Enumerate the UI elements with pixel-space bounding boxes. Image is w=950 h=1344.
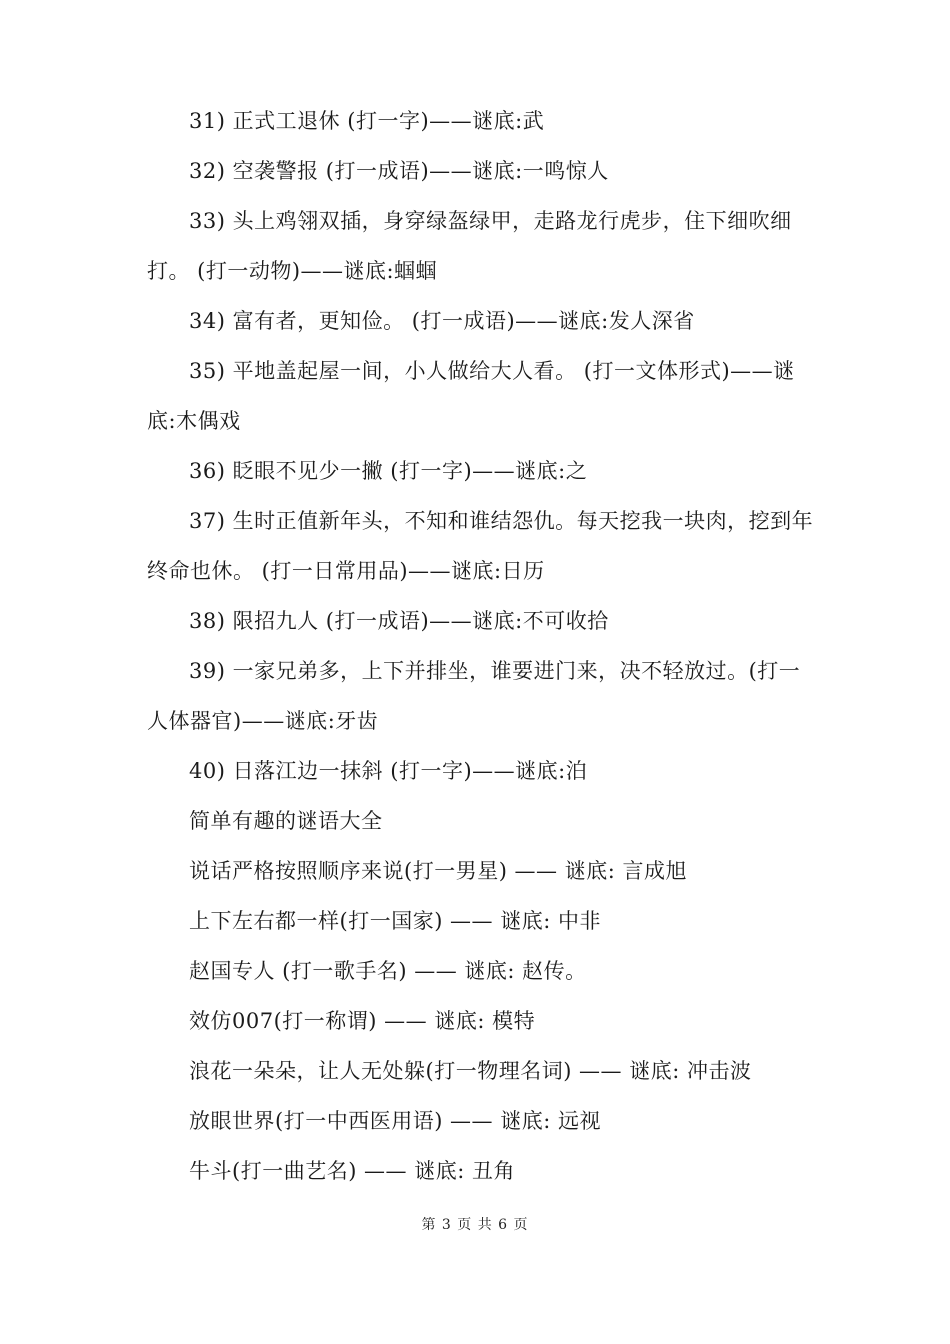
riddle-paragraph: 38) 限招九人 (打一成语)——谜底:不可收拾 [189, 609, 609, 633]
section-riddle-item: 放眼世界(打一中西医用语) —— 谜底: 远视 [189, 1109, 601, 1133]
riddle-paragraph: 36) 眨眼不见少一撇 (打一字)——谜底:之 [189, 459, 588, 483]
section-riddle-item: 效仿007(打一称谓) —— 谜底: 模特 [189, 1009, 536, 1033]
riddle-paragraph: 39) 一家兄弟多，上下并排坐，谁要进门来，决不轻放过。(打一人体器官)——谜底:牙齿 [147, 659, 801, 733]
section-title: 简单有趣的谜语大全 [189, 809, 383, 833]
section-riddle-item: 上下左右都一样(打一国家) —— 谜底: 中非 [189, 909, 601, 933]
section-riddle-item: 赵国专人 (打一歌手名) —— 谜底: 赵传。 [189, 959, 587, 983]
document-body [147, 96, 815, 1196]
riddle-paragraph: 34) 富有者，更知俭。 (打一成语)——谜底:发人深省 [189, 309, 695, 333]
riddle-paragraph: 31) 正式工退休 (打一字)——谜底:武 [189, 109, 545, 133]
section-riddle-item: 浪花一朵朵，让人无处躲(打一物理名词) —— 谜底: 冲击波 [189, 1059, 752, 1083]
section-riddle-item: 说话严格按照顺序来说(打一男星) —— 谜底: 言成旭 [189, 859, 687, 883]
page-number-footer: 第 3 页 共 6 页 [421, 1217, 529, 1233]
riddle-paragraph: 32) 空袭警报 (打一成语)——谜底:一鸣惊人 [189, 159, 609, 183]
riddle-paragraph: 37) 生时正值新年头，不知和谁结怨仇。每天挖我一块肉，挖到年终命也休。 (打一日常用品)——谜底:日历 [147, 509, 814, 583]
section-riddle-item: 牛斗(打一曲艺名) —— 谜底: 丑角 [189, 1159, 515, 1183]
riddle-paragraph: 40) 日落江边一抹斜 (打一字)——谜底:泊 [189, 759, 588, 783]
riddle-paragraph: 33) 头上鸡翎双插，身穿绿盔绿甲，走路龙行虎步，住下细吹细打。 (打一动物)——谜底:蝈蝈 [147, 209, 792, 283]
riddle-paragraph: 35) 平地盖起屋一间，小人做给大人看。 (打一文体形式)——谜底:木偶戏 [147, 359, 795, 433]
